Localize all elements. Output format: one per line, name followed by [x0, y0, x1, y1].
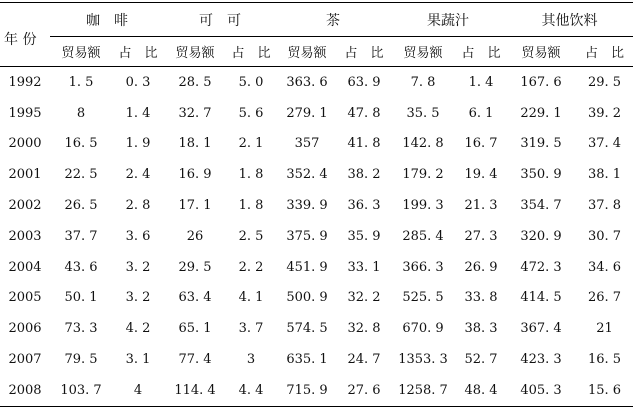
table-row — [0, 375, 633, 406]
trade-value-cell: 414. 5 — [520, 290, 562, 306]
share-value-cell: 4 — [133, 382, 143, 398]
trade-value-cell: 79. 5 — [64, 352, 98, 368]
year-cell: 1992 — [8, 74, 42, 90]
trade-value-cell: 22. 5 — [64, 167, 98, 183]
year-cell: 2005 — [8, 290, 42, 306]
table-row — [0, 129, 633, 160]
trade-value-cell: 26 — [186, 228, 204, 244]
share-value-cell: 37. 4 — [587, 136, 622, 152]
trade-value-cell: 1258. 7 — [398, 382, 448, 398]
share-value-cell: 2. 8 — [125, 198, 151, 214]
trade-value-cell: 179. 2 — [402, 167, 444, 183]
trade-value-cell: 472. 3 — [520, 259, 562, 275]
trade-table — [0, 2, 633, 407]
trade-value-cell: 366. 3 — [402, 259, 444, 275]
trade-value-cell: 114. 4 — [174, 382, 216, 398]
trade-value-cell: 339. 9 — [286, 198, 328, 214]
share-value-cell: 4. 4 — [238, 382, 264, 398]
table-row — [0, 283, 633, 314]
trade-value-cell: 670. 9 — [402, 321, 444, 337]
trade-value-cell: 352. 4 — [286, 167, 328, 183]
trade-value-cell: 285. 4 — [402, 228, 444, 244]
share-value-cell: 1. 4 — [125, 105, 151, 121]
subheader-trade: 贸易额 — [175, 46, 215, 61]
trade-value-cell: 229. 1 — [520, 105, 562, 121]
trade-value-cell: 43. 6 — [64, 259, 98, 275]
trade-value-cell: 1353. 3 — [398, 352, 448, 368]
share-value-cell: 1. 8 — [238, 198, 264, 214]
table-row — [0, 252, 633, 283]
share-value-cell: 3. 1 — [125, 352, 151, 368]
subheader-share: 占 比 — [584, 46, 624, 61]
trade-value-cell: 65. 1 — [178, 321, 212, 337]
category-header-tea: 茶 — [276, 3, 390, 37]
trade-value-cell: 35. 5 — [406, 105, 440, 121]
category-header-cocoa: 可 可 — [164, 3, 276, 37]
trade-value-cell: 367. 4 — [520, 321, 562, 337]
year-cell: 2007 — [8, 352, 42, 368]
trade-value-cell: 715. 9 — [286, 382, 328, 398]
share-value-cell: 48. 4 — [464, 382, 498, 398]
share-value-cell: 21. 3 — [464, 198, 498, 214]
trade-value-cell: 103. 7 — [60, 382, 102, 398]
trade-value-cell: 423. 3 — [520, 352, 562, 368]
share-value-cell: 24. 7 — [347, 352, 381, 368]
share-value-cell: 3 — [246, 352, 256, 368]
subheader-trade: 贸易额 — [403, 46, 443, 61]
share-value-cell: 52. 7 — [464, 352, 498, 368]
trade-value-cell: 199. 3 — [402, 198, 444, 214]
trade-value-cell: 77. 4 — [178, 352, 212, 368]
year-cell: 1995 — [8, 105, 42, 121]
share-value-cell: 3. 6 — [125, 228, 151, 244]
trade-value-cell: 574. 5 — [286, 321, 328, 337]
share-value-cell: 34. 6 — [587, 259, 622, 275]
share-value-cell: 2. 5 — [238, 228, 264, 244]
share-value-cell: 47. 8 — [347, 105, 381, 121]
year-cell: 2008 — [8, 382, 42, 398]
table-row — [0, 159, 633, 190]
trade-value-cell: 37. 7 — [64, 228, 98, 244]
trade-value-cell: 29. 5 — [178, 259, 212, 275]
share-value-cell: 32. 2 — [347, 290, 381, 306]
share-value-cell: 41. 8 — [347, 136, 381, 152]
trade-value-cell: 142. 8 — [402, 136, 444, 152]
table-row — [0, 190, 633, 221]
year-cell: 2006 — [8, 321, 42, 337]
year-cell: 2003 — [8, 228, 42, 244]
share-value-cell: 30. 7 — [587, 228, 622, 244]
share-value-cell: 33. 1 — [347, 259, 381, 275]
share-value-cell: 1. 4 — [468, 74, 494, 90]
trade-value-cell: 1. 5 — [68, 74, 94, 90]
trade-value-cell: 500. 9 — [286, 290, 328, 306]
trade-value-cell: 73. 3 — [64, 321, 98, 337]
trade-value-cell: 8 — [76, 105, 86, 121]
share-value-cell: 2. 4 — [125, 167, 151, 183]
trade-value-cell: 525. 5 — [402, 290, 444, 306]
trade-value-cell: 16. 5 — [64, 136, 98, 152]
share-value-cell: 6. 1 — [468, 105, 494, 121]
trade-value-cell: 26. 5 — [64, 198, 98, 214]
trade-value-cell: 354. 7 — [520, 198, 562, 214]
share-value-cell: 16. 5 — [587, 352, 622, 368]
trade-value-cell: 16. 9 — [178, 167, 212, 183]
share-value-cell: 3. 2 — [125, 290, 151, 306]
table-row — [0, 98, 633, 129]
trade-value-cell: 350. 9 — [520, 167, 562, 183]
share-value-cell: 35. 9 — [347, 228, 381, 244]
share-value-cell: 37. 8 — [587, 198, 622, 214]
share-value-cell: 4. 2 — [125, 321, 151, 337]
share-value-cell: 21 — [596, 321, 613, 337]
share-value-cell: 33. 8 — [464, 290, 498, 306]
year-cell: 2000 — [8, 136, 42, 152]
share-value-cell: 27. 6 — [347, 382, 381, 398]
share-value-cell: 5. 0 — [238, 74, 264, 90]
subheader-share: 占 比 — [118, 46, 158, 61]
share-value-cell: 26. 9 — [464, 259, 498, 275]
table-row — [0, 221, 633, 252]
category-header-juice: 果蔬汁 — [390, 3, 506, 37]
category-header-other: 其他饮料 — [506, 3, 633, 37]
trade-value-cell: 32. 7 — [178, 105, 212, 121]
subheader-share: 占 比 — [344, 46, 384, 61]
share-value-cell: 39. 2 — [587, 105, 622, 121]
subheader-trade: 贸易额 — [61, 46, 101, 61]
year-cell: 2004 — [8, 259, 42, 275]
trade-value-cell: 319. 5 — [520, 136, 562, 152]
trade-value-cell: 279. 1 — [286, 105, 328, 121]
share-value-cell: 4. 1 — [238, 290, 264, 306]
year-header: 年 份 — [0, 3, 50, 67]
trade-value-cell: 451. 9 — [286, 259, 328, 275]
subheader-trade: 贸易额 — [521, 46, 561, 61]
share-value-cell: 1. 9 — [125, 136, 151, 152]
trade-value-cell: 17. 1 — [178, 198, 212, 214]
table-row — [0, 67, 633, 98]
subheader-share: 占 比 — [461, 46, 501, 61]
share-value-cell: 38. 3 — [464, 321, 498, 337]
share-value-cell: 3. 7 — [238, 321, 264, 337]
trade-value-cell: 635. 1 — [286, 352, 328, 368]
year-cell: 2001 — [8, 167, 42, 183]
year-cell: 2002 — [8, 198, 42, 214]
subheader-trade: 贸易额 — [287, 46, 327, 61]
trade-value-cell: 7. 8 — [410, 74, 436, 90]
trade-value-cell: 63. 4 — [178, 290, 212, 306]
share-value-cell: 1. 8 — [238, 167, 264, 183]
trade-value-cell: 28. 5 — [178, 74, 212, 90]
table-row — [0, 313, 633, 344]
share-value-cell: 15. 6 — [587, 382, 622, 398]
share-value-cell: 2. 2 — [238, 259, 264, 275]
share-value-cell: 16. 7 — [464, 136, 498, 152]
share-value-cell: 38. 1 — [587, 167, 622, 183]
trade-value-cell: 375. 9 — [286, 228, 328, 244]
trade-value-cell: 357 — [294, 136, 320, 152]
share-value-cell: 2. 1 — [238, 136, 264, 152]
category-header-coffee: 咖 啡 — [50, 3, 164, 37]
share-value-cell: 38. 2 — [347, 167, 381, 183]
share-value-cell: 0. 3 — [125, 74, 151, 90]
table-body — [0, 67, 633, 407]
share-value-cell: 36. 3 — [347, 198, 381, 214]
subheader-share: 占 比 — [231, 46, 271, 61]
trade-value-cell: 320. 9 — [520, 228, 562, 244]
share-value-cell: 29. 5 — [587, 74, 622, 90]
trade-value-cell: 363. 6 — [286, 74, 328, 90]
share-value-cell: 63. 9 — [347, 74, 381, 90]
share-value-cell: 32. 8 — [347, 321, 381, 337]
trade-value-cell: 405. 3 — [520, 382, 562, 398]
share-value-cell: 5. 6 — [238, 105, 264, 121]
trade-value-cell: 167. 6 — [520, 74, 562, 90]
share-value-cell: 26. 7 — [587, 290, 622, 306]
share-value-cell: 19. 4 — [464, 167, 498, 183]
table-row — [0, 344, 633, 375]
share-value-cell: 3. 2 — [125, 259, 151, 275]
trade-value-cell: 18. 1 — [178, 136, 212, 152]
share-value-cell: 27. 3 — [464, 228, 498, 244]
trade-value-cell: 50. 1 — [64, 290, 98, 306]
